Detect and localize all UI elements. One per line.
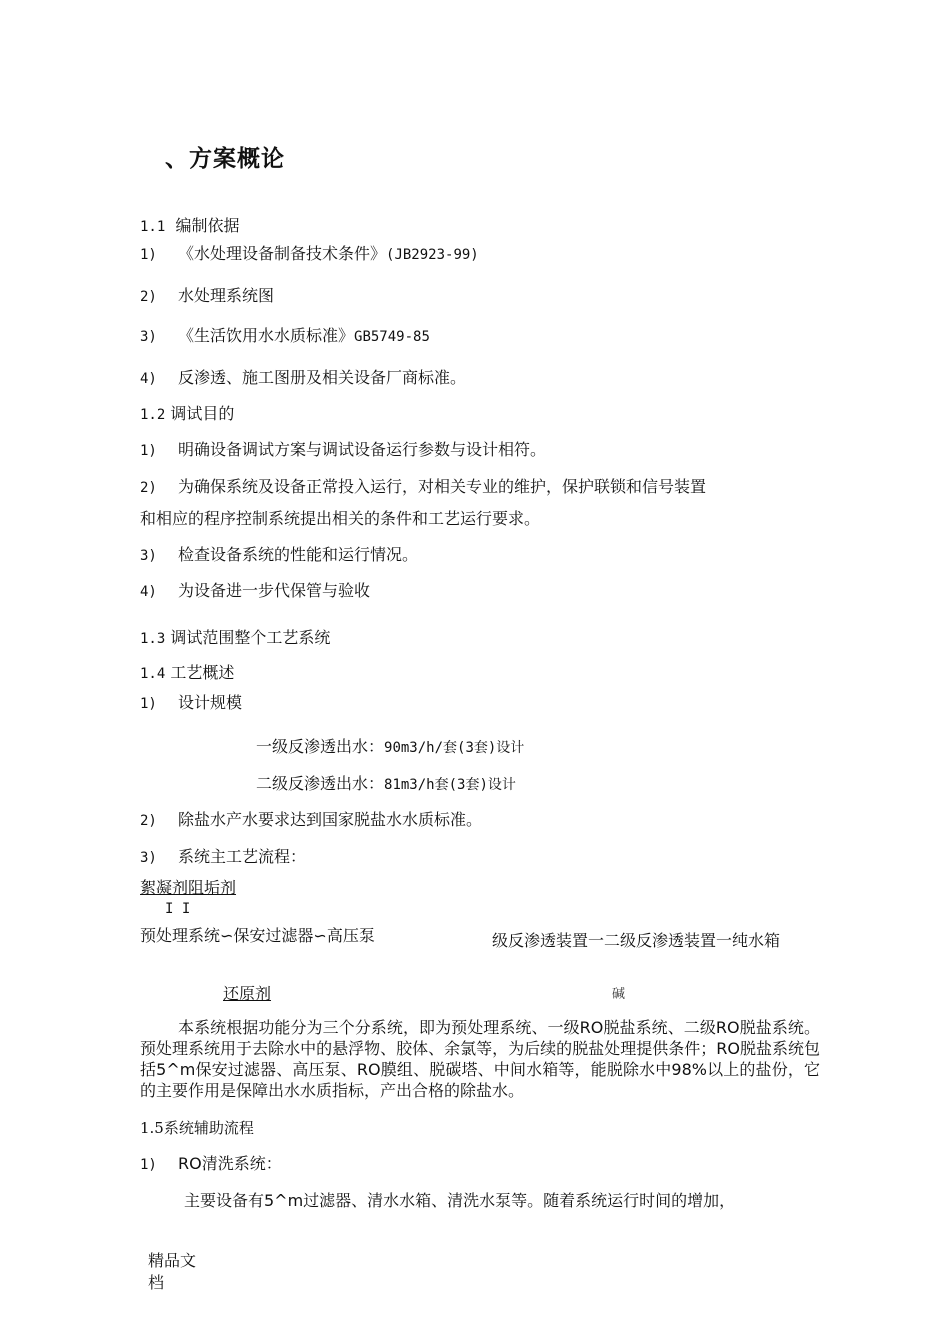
list-item: 2) 除盐水产水要求达到国家脱盐水水质标准。 (140, 810, 483, 829)
flow-chemical-label: 絮凝剂阻垢剂 (140, 878, 237, 897)
list-item: 3) 《生活饮用水水质标准》GB5749-85 (140, 326, 430, 345)
list-item: 4) 为设备进一步代保管与验收 (140, 581, 371, 600)
footer-watermark: 精品文 档 (148, 1251, 197, 1292)
list-item: 1) 设计规模 (140, 693, 243, 712)
list-item: 1) 《水处理设备制备技术条件》(JB2923-99) (140, 244, 479, 263)
section-1-2-heading: 1.2 调试目的 (140, 404, 235, 423)
cleaning-system-paragraph: 主要设备有5^m过滤器、清水水箱、清洗水泵等。随着系统运行时间的增加， (184, 1191, 736, 1210)
ro-stage-1-spec: 一级反渗透出水：90m3/h/套(3套)设计 (256, 737, 525, 756)
list-item: 4) 反渗透、施工图册及相关设备厂商标准。 (140, 368, 467, 387)
page-title: 、方案概论 (165, 146, 285, 172)
system-description-paragraph: 本系统根据功能分为三个分系统，即为预处理系统、一级RO脱盐系统、二级RO脱盐系统。预处理系统用于去除水中的悬浮物、胶体、余氯等，为后续的脱盐处理提供条件；RO脱盐系统包括5^m保安过滤器、高压泵、RO膜组、脱碳塔、中间水箱等，能脱除水中98%以上的盐份，它的主要作用是保障出水水质指标，产出合格的除盐水。 (140, 1018, 820, 1100)
list-item: 1) 明确设备调试方案与调试设备运行参数与设计相符。 (140, 440, 547, 459)
section-1-4-heading: 1.4 工艺概述 (140, 663, 235, 682)
ro-stage-2-spec: 二级反渗透出水：81m3/h套(3套)设计 (256, 774, 516, 793)
section-1-5-heading: 1.5系统辅助流程 (140, 1119, 254, 1137)
section-number: 1.1 (140, 219, 166, 235)
section-label: 编制依据 (175, 216, 240, 235)
flow-alkali-label: 碱 (612, 987, 626, 1002)
flow-reductant-label: 还原剂 (223, 984, 272, 1003)
list-item: 2) 为确保系统及设备正常投入运行，对相关专业的维护，保护联锁和信号装置 (140, 477, 707, 496)
flow-left: 预处理系统∽保安过滤器∽高压泵 (140, 926, 375, 945)
flow-right: 级反渗透装置一二级反渗透装置一纯水箱 (492, 931, 781, 950)
flow-marks: I I (165, 901, 191, 917)
list-item: 2) 水处理系统图 (140, 286, 275, 305)
list-item: 1) RO清洗系统： (140, 1154, 282, 1173)
section-1-3-heading: 1.3 调试范围整个工艺系统 (140, 628, 331, 647)
list-item: 3) 检查设备系统的性能和运行情况。 (140, 545, 419, 564)
list-item-continuation: 和相应的程序控制系统提出相关的条件和工艺运行要求。 (140, 509, 541, 528)
section-1-1-heading (140, 213, 239, 236)
list-item: 3) 系统主工艺流程： (140, 847, 307, 866)
